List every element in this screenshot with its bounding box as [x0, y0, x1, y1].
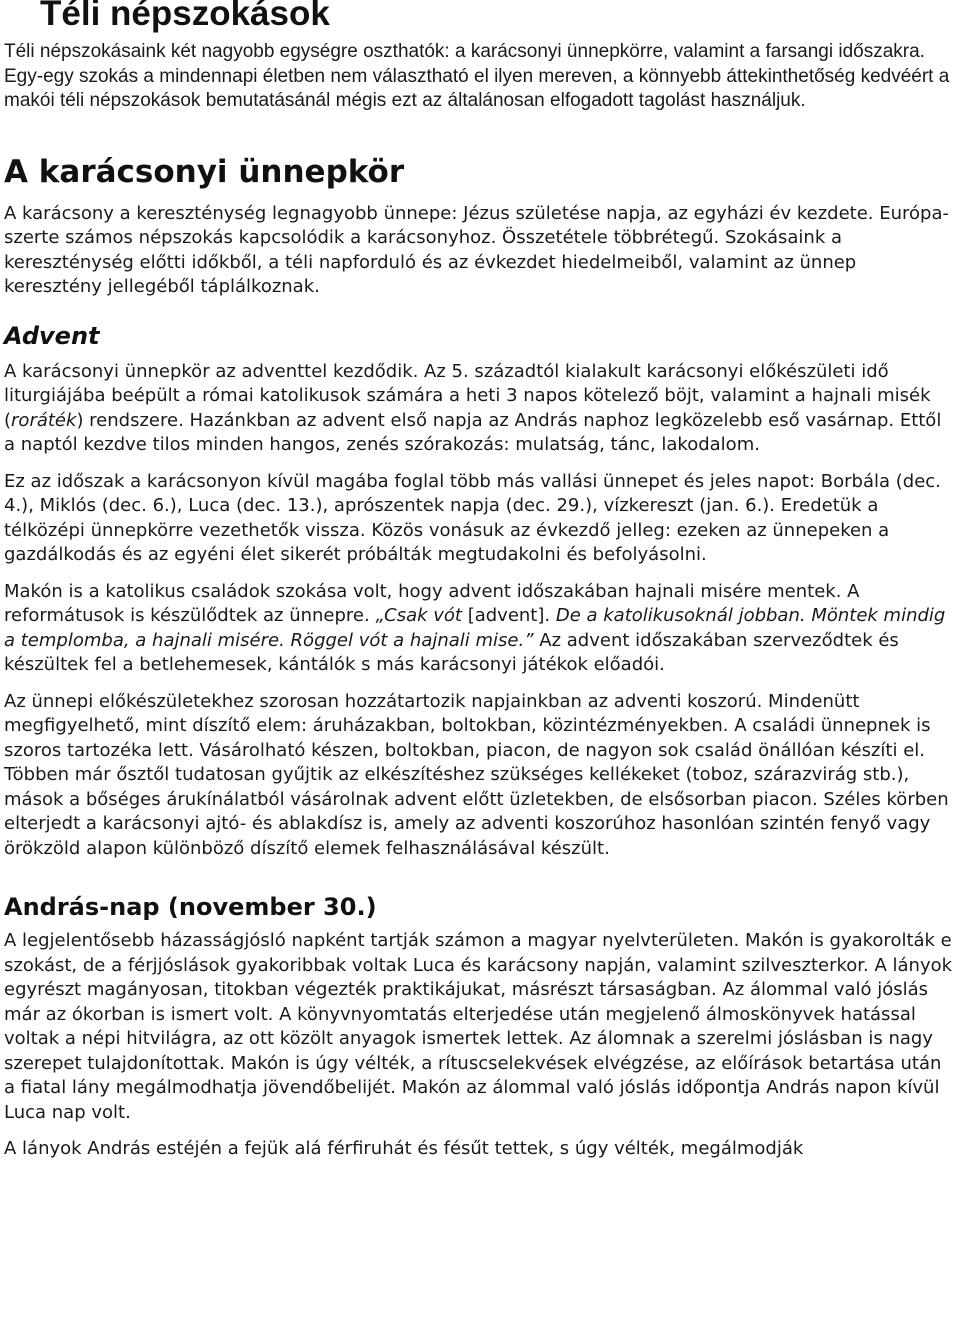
karacsony-paragraph: A karácsony a kereszténység legnagyobb ünnepe: Jézus születése napja, az egyházi év kezdete. Európa-szerte számos népszokás kapcsolódik a karácsonyhoz. Összetétele többrétegű. Szokásaink a kereszténység előtti időkből, a téli napforduló és az évkezdet hiedelmeiből, valamint az ünnep keresztény jellegéből táplálkoznak. [4, 202, 949, 297]
advent-paragraph-3 [4, 580, 956, 678]
page-title: Téli népszokások [40, 0, 330, 33]
andras-paragraph-1: A legjelentősebb házasságjósló napként tartják számon a magyar nyelvterületen. Makón is gyakorolták e szokást, de a férjjóslások gyakoribbak voltak Luca és karácsony napján, valamint szilveszterkor. A lányok egyrészt magányosan, titokban végezték praktikájukat, másrészt társaságban. Az álommal való jóslás már az ókorban is ismert volt. A könyvnyomtatás elterjedése után megjelenő álmoskönyvek hatással voltak a népi hitvilágra, az ott közölt anyagok ismertek lettek. Az álomnak a szerelmi jóslásban is nagy szerepet tulajdonítottak. Makón is úgy vélték, a rítuscselekvések elvégzése, az előírások betartása után a fiatal lány megálmodhatja jövendőbelijét. Makón az álommal való jóslás időpontja András napon kívül Luca nap volt. [4, 930, 953, 1123]
section-heading-andras-nap: András-nap (november 30.) [4, 893, 377, 921]
advent-p3-text-b: [advent]. [461, 605, 556, 626]
advent-p3-quote-2: De a katolikusoknál jobban. Möntek mindig a templomba, a hajnali misére. Röggel vót a hajnali mise.” [4, 605, 946, 651]
advent-p1-text-a: A karácsonyi ünnepkör az adventtel kezdődik. Az 5. századtól kialakult karácsonyi előkészületi idő liturgiájába beépült a római katolikusok számára a heti 3 napos kötelező böjt, valamint a hajnali misék ( [4, 360, 931, 431]
advent-p3-text-c: Az advent időszakában szerveződtek és készültek fel a betlehemesek, kántálók s más karácsonyi játékok előadói. [4, 629, 899, 675]
intro-paragraph: Téli népszokásaink két nagyobb egységre oszthatók: a karácsonyi ünnepkörre, valamint a farsangi időszakra. Egy-egy szokás a mindennapi életben nem választható el ilyen mereven, a könnyebb áttekinthetőség kedvéért a makói téli népszokások bemutatásánál mégis ezt az általánosan elfogadott tagolást használjuk. [4, 41, 950, 111]
advent-paragraph-1 [4, 360, 956, 458]
advent-p1-text-b: ) rendszere. Hazánkban az advent első napja az András naphoz legközelebb eső vasárnap. Ettől a naptól kezdve tilos minden hangos, zenés szórakozás: mulatság, tánc, lakodalom. [4, 409, 942, 455]
andras-paragraph-2: A lányok András estéjén a fejük alá férfiruhát és fésűt tettek, s úgy vélték, megálmodják [4, 1138, 804, 1159]
document-page [4, 0, 956, 1162]
advent-paragraph-2: Ez az időszak a karácsonyon kívül magába foglal több más vallási ünnepet és jeles napot: Borbála (dec. 4.), Miklós (dec. 6.), Luca (dec. 13.), aprószentek napja (dec. 29.), vízkereszt (jan. 6.). Eredetük a télközépi ünnepkörre vezethetők vissza. Közös vonásuk az évkezdő jelleg: ezeken az ünnepeken a gazdálkodás és az egyéni élet sikerét próbálták megtudakolni és befolyásolni. [4, 470, 941, 565]
section-heading-advent: Advent [4, 321, 100, 350]
advent-p3-text-a: Makón is a katolikus családok szokása volt, hogy advent időszakában hajnali misére mentek. A reformátusok is készülődtek az ünnepre. [4, 580, 860, 626]
advent-p1-italic: roráték [11, 409, 77, 431]
advent-paragraph-4: Az ünnepi előkészületekhez szorosan hozzátartozik napjainkban az adventi koszorú. Mindenütt megfigyelhető, mint díszítő elem: áruházakban, boltokban, közintézményekben. A családi ünnepnek is szoros tartozéka lett. Vásárolható készen, boltokban, piacon, de nagyon sok család önállóan készíti el. Többen már ősztől tudatosan gyűjtik az elkészítéshez szükséges kellékeket (toboz, szárazvirág stb.), mások a bőséges árukínálatból vásárolnak advent előtt üzletekben, de elsősorban piacon. Széles körben elterjedt a karácsonyi ajtó- és ablakdísz is, amely az adventi koszorúhoz hasonlóan szintén fenyő vagy örökzöld alapon különböző díszítő elemek felhasználásával készült. [4, 690, 949, 859]
section-heading-karacsonyi-unnepkor: A karácsonyi ünnepkör [4, 153, 405, 190]
advent-p3-quote-1: „Csak vót [375, 605, 462, 626]
